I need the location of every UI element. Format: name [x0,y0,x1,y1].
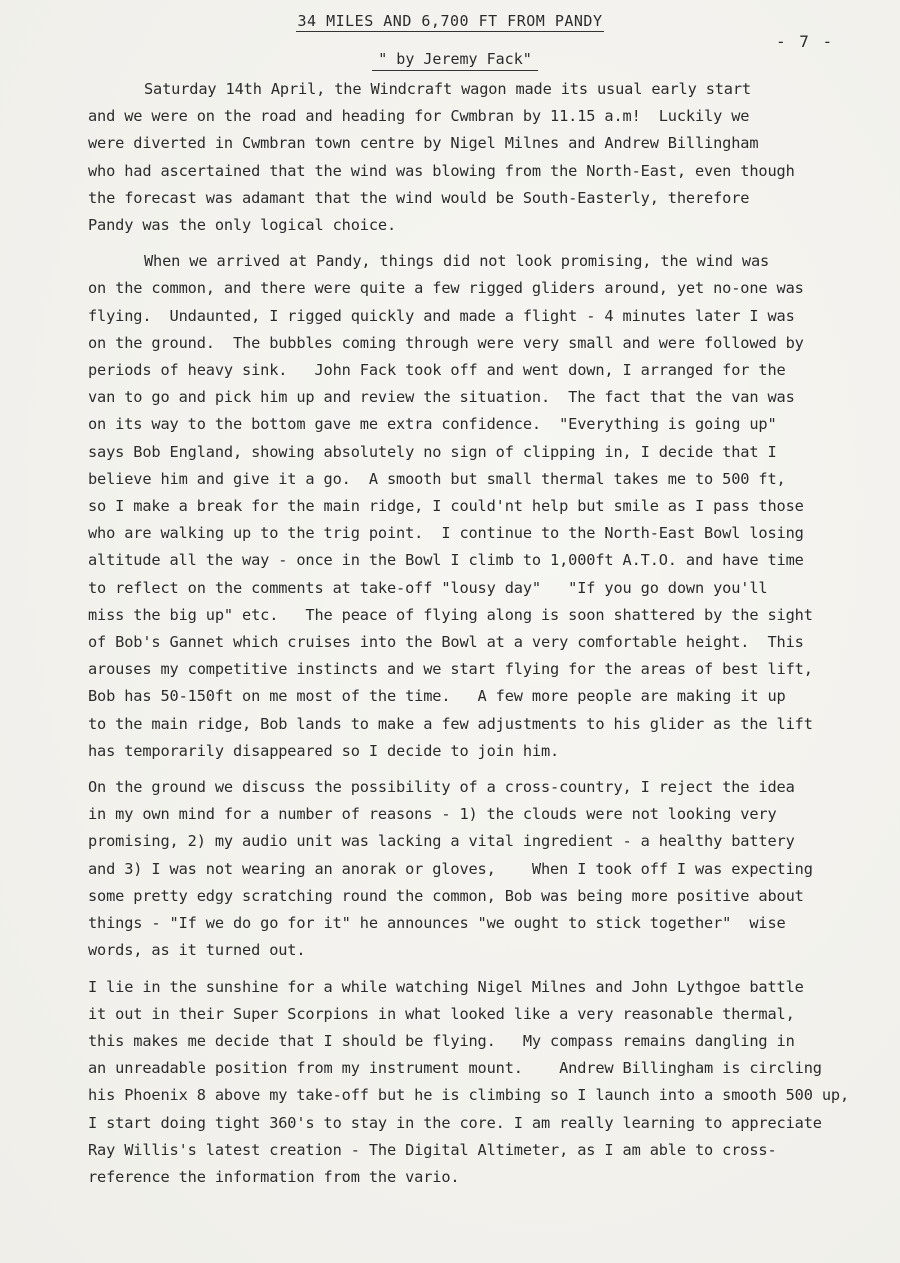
text-line: On the ground we discuss the possibility of a cross-country, I reject the idea [88,778,795,797]
text-line: altitude all the way - once in the Bowl I climb to 1,000ft A.T.O. and have time [88,551,804,570]
text-line: Pandy was the only logical choice. [88,216,397,235]
article-title: 34 MILES AND 6,700 FT FROM PANDY [297,12,603,30]
text-line: and we were on the road and heading for Cwmbran by 11.15 a.m! Luckily we [88,107,750,126]
text-line: things - "If we do go for it" he announces "we ought to stick together" wise [88,914,786,933]
article-body [88,76,878,1191]
text-line: an unreadable position from my instrument mount. Andrew Billingham is circling [88,1059,822,1078]
text-line: I start doing tight 360's to stay in the core. I am really learning to appreciate [88,1113,822,1132]
text-line: on its way to the bottom gave me extra confidence. "Everything is going up" [88,415,777,434]
byline: " by Jeremy Fack" [0,50,900,68]
paragraph [88,248,878,765]
text-line: Bob has 50-150ft on me most of the time. A few more people are making it up [88,687,786,706]
text-line: Saturday 14th April, the Windcraft wagon made its usual early start [144,80,751,98]
text-line: it out in their Super Scorpions in what looked like a very reasonable thermal, [88,1004,795,1023]
text-line: who had ascertained that the wind was blowing from the North-East, even though [88,161,795,180]
paragraph [88,774,878,964]
text-line: arouses my competitive instincts and we start flying for the areas of best lift, [88,660,813,679]
text-line: some pretty edgy scratching round the common, Bob was being more positive about [88,886,804,905]
text-line: promising, 2) my audio unit was lacking a vital ingredient - a healthy battery [88,832,795,851]
text-line: I lie in the sunshine for a while watching Nigel Milnes and John Lythgoe battle [88,977,804,996]
paragraph-gap [88,239,878,248]
text-line: the forecast was adamant that the wind would be South-Easterly, therefore [88,188,750,207]
text-line: flying. Undaunted, I rigged quickly and made a flight - 4 minutes later I was [88,306,795,325]
paragraph-gap [88,765,878,774]
text-line: on the ground. The bubbles coming through were very small and were followed by [88,333,804,352]
text-line: says Bob England, showing absolutely no sign of clipping in, I decide that I [88,442,777,461]
text-line: to reflect on the comments at take-off "lousy day" "If you go down you'll [88,578,768,597]
text-line: periods of heavy sink. John Fack took off and went down, I arranged for the [88,361,786,380]
text-line: miss the big up" etc. The peace of flying along is soon shattered by the sight [88,605,813,624]
text-line: in my own mind for a number of reasons - 1) the clouds were not looking very [88,805,777,824]
text-line: were diverted in Cwmbran town centre by Nigel Milnes and Andrew Billingham [88,134,759,153]
text-line: and 3) I was not wearing an anorak or gloves, When I took off I was expecting [88,859,813,878]
text-line: Ray Willis's latest creation - The Digital Altimeter, as I am able to cross- [88,1140,777,1159]
text-line: words, as it turned out. [88,941,306,960]
text-line: believe him and give it a go. A smooth but small thermal takes me to 500 ft, [88,469,786,488]
text-line: has temporarily disappeared so I decide to join him. [88,741,560,760]
paragraph-gap [88,965,878,974]
page-number: - 7 - [776,32,835,51]
text-line: When we arrived at Pandy, things did not look promising, the wind was [144,252,770,271]
text-line: on the common, and there were quite a few rigged gliders around, yet no-one was [88,279,804,298]
text-line: so I make a break for the main ridge, I could'nt help but smile as I pass those [88,497,804,516]
text-line: his Phoenix 8 above my take-off but he is climbing so I launch into a smooth 500 up, [88,1086,849,1105]
text-line: this makes me decide that I should be flying. My compass remains dangling in [88,1031,795,1050]
text-line: reference the information from the vario. [88,1167,460,1186]
text-line: of Bob's Gannet which cruises into the Bowl at a very comfortable height. This [88,633,804,652]
paragraph [88,974,878,1192]
text-line: van to go and pick him up and review the situation. The fact that the van was [88,388,795,407]
text-line: who are walking up to the trig point. I continue to the North-East Bowl losing [88,524,804,543]
paragraph [88,76,878,239]
text-line: to the main ridge, Bob lands to make a few adjustments to his glider as the lift [88,714,813,733]
